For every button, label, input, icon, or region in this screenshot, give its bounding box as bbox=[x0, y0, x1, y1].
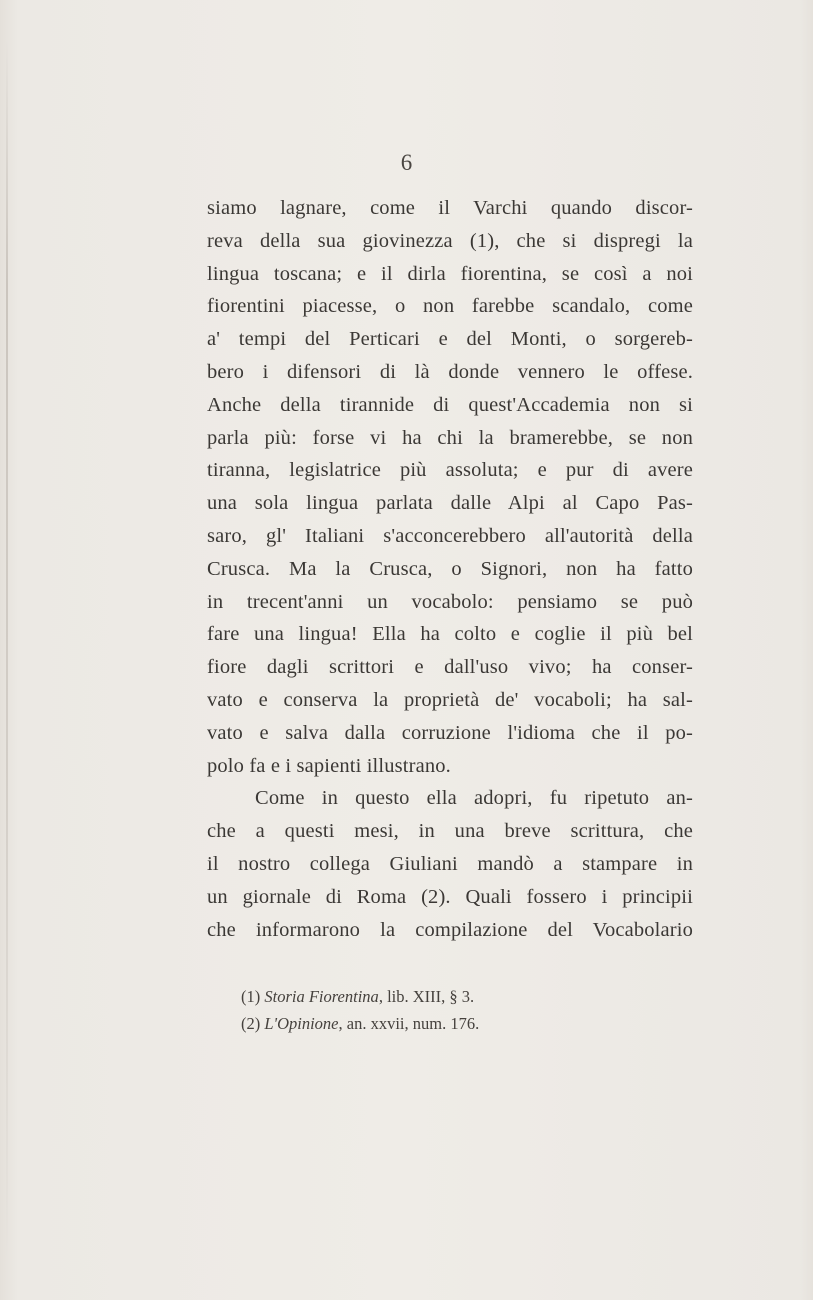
text-line: parla più: forse vi ha chi la bramerebbe, se non bbox=[207, 426, 693, 449]
text-line: fiorentini piacesse, o non farebbe scandalo, come bbox=[207, 295, 693, 318]
text-line: Come in questo ella adopri, fu ripetuto an- bbox=[255, 787, 693, 810]
text-line: che informarono la compilazione del Vocabolario bbox=[207, 918, 693, 941]
text-line: che a questi mesi, in una breve scrittura, che bbox=[207, 820, 693, 843]
footnote-reference: , lib. XIII, § 3. bbox=[378, 987, 475, 1006]
text-line: vato e conserva la proprietà de' vocaboli; ha sal- bbox=[207, 688, 693, 711]
text-line: una sola lingua parlata dalle Alpi al Capo Pas- bbox=[207, 492, 693, 515]
text-line: il nostro collega Giuliani mandò a stampare in bbox=[207, 852, 693, 875]
footnote-marker: (1) bbox=[241, 987, 261, 1006]
text-line: bero i difensori di là donde vennero le offese. bbox=[207, 360, 693, 383]
text-line: saro, gl' Italiani s'acconcerebbero all'autorità della bbox=[207, 524, 693, 547]
footnote-reference: , an. xxvii, num. 176. bbox=[338, 1014, 480, 1033]
footnotes bbox=[241, 983, 661, 1037]
footnote-title: Storia Fiorentina bbox=[264, 987, 379, 1006]
text-line: fiore dagli scrittori e dall'uso vivo; ha conser- bbox=[207, 656, 693, 679]
text-line: tiranna, legislatrice più assoluta; e pur di avere bbox=[207, 459, 693, 482]
text-line: Crusca. Ma la Crusca, o Signori, non ha fatto bbox=[207, 557, 693, 580]
text-line: lingua toscana; e il dirla fiorentina, se così a noi bbox=[207, 262, 693, 285]
footnote-1 bbox=[241, 983, 661, 1010]
paragraph-2 bbox=[207, 782, 693, 946]
page-edge-shadow bbox=[6, 40, 8, 1260]
footnote-2 bbox=[241, 1010, 661, 1037]
paragraph-1 bbox=[207, 192, 693, 782]
text-line: Anche della tirannide di quest'Accademia non si bbox=[207, 393, 693, 416]
text-line: siamo lagnare, come il Varchi quando discor- bbox=[207, 197, 693, 219]
text-line: fare una lingua! Ella ha colto e coglie il più bel bbox=[207, 623, 693, 646]
text-line: vato e salva dalla corruzione l'idioma che il po- bbox=[207, 721, 693, 744]
page-number: 6 bbox=[400, 150, 413, 175]
text-line: reva della sua giovinezza (1), che si dispregi la bbox=[207, 229, 693, 252]
text-line: un giornale di Roma (2). Quali fossero i principii bbox=[207, 885, 693, 908]
text-line: a' tempi del Perticari e del Monti, o sorgereb- bbox=[207, 328, 693, 351]
footnote-marker: (2) bbox=[241, 1014, 261, 1033]
body-text bbox=[207, 192, 693, 946]
footnote-title: L'Opinione bbox=[264, 1014, 339, 1033]
text-line: in trecent'anni un vocabolo: pensiamo se può bbox=[207, 590, 693, 613]
text-line: polo fa e i sapienti illustrano. bbox=[207, 754, 451, 777]
